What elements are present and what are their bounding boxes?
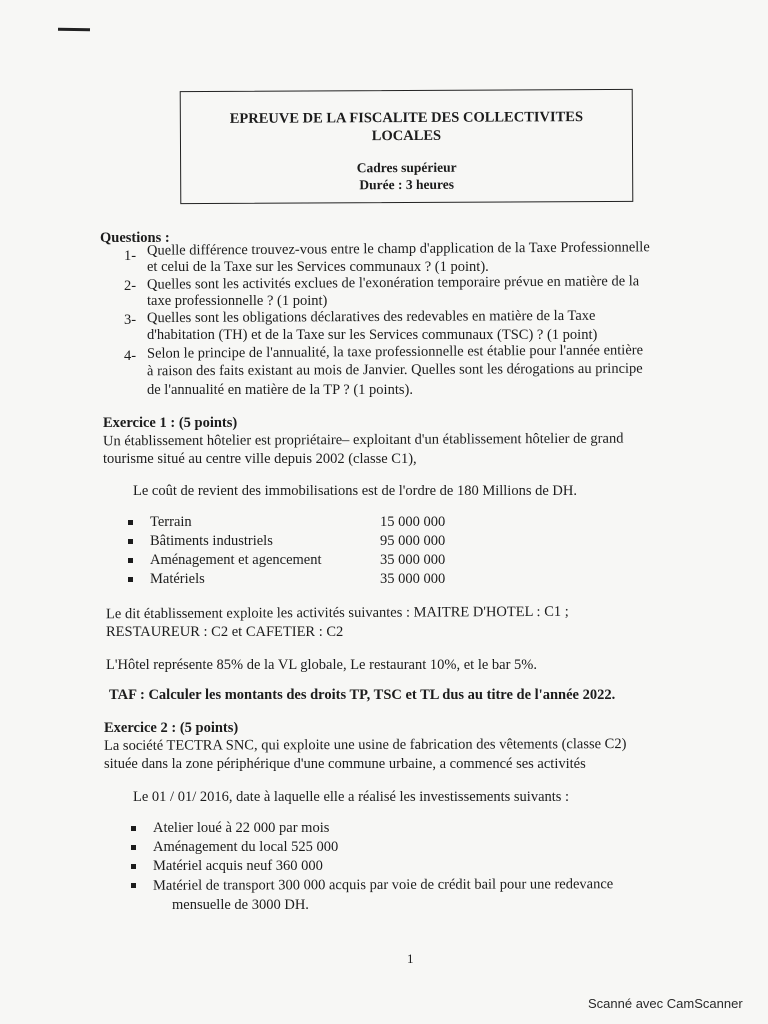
- exercise-2-intro-line-1: La société TECTRA SNC, qui exploite une usine de fabrication des vêtements (classe C2): [103, 736, 627, 754]
- page-number: 1: [407, 951, 414, 966]
- exam-title-line2: LOCALES: [371, 127, 442, 145]
- exercise-1-heading: Exercice 1 : (5 points): [103, 415, 238, 431]
- question-number: 3-: [124, 312, 137, 328]
- scanner-watermark: Scanné avec CamScanner: [588, 996, 743, 1011]
- investment-line: Atelier loué à 22 000 par mois: [153, 820, 330, 836]
- exam-title: [181, 108, 632, 146]
- bullet-icon: [128, 558, 133, 563]
- exercise-1-activities-line-2: RESTAUREUR : C2 et CAFETIER : C2: [106, 624, 344, 640]
- investment-line: Aménagement du local 525 000: [153, 839, 339, 855]
- bullet-icon: [128, 539, 133, 544]
- bullet-icon: [131, 883, 136, 888]
- question-number: 1-: [124, 248, 137, 264]
- question-3-line-1: Quelles sont les obligations déclaratives des redevables en matière de la Taxe: [146, 307, 596, 327]
- asset-label: Bâtiments industriels: [150, 533, 273, 549]
- investment-line: Matériel acquis neuf 360 000: [153, 858, 323, 874]
- exercise-2-heading: Exercice 2 : (5 points): [104, 720, 239, 736]
- exam-duration: Durée : 3 heures: [359, 176, 455, 193]
- investment-line: mensuelle de 3000 DH.: [172, 897, 309, 913]
- asset-label: Aménagement et agencement: [150, 552, 322, 568]
- exercise-1-intro-line-2: tourisme situé au centre ville depuis 2002 (classe C1),: [103, 451, 417, 467]
- question-3-line-2: d'habitation (TH) et de la Taxe sur les Services communaux (TSC) ? (1 point): [147, 327, 598, 343]
- exam-level: Cadres supérieur: [356, 159, 457, 176]
- asset-value: 35 000 000: [380, 571, 446, 587]
- exercise-1-share-line: L'Hôtel représente 85% de la VL globale, Le restaurant 10%, et le bar 5%.: [106, 657, 537, 673]
- asset-label: Terrain: [150, 514, 192, 530]
- exercise-1-cost-line: Le coût de revient des immobilisations est de l'ordre de 180 Millions de DH.: [133, 483, 577, 499]
- asset-value: 35 000 000: [380, 552, 446, 568]
- bullet-icon: [131, 845, 136, 850]
- exercise-1-taf: TAF : Calculer les montants des droits TP, TSC et TL dus au titre de l'année 2022.: [109, 687, 616, 703]
- question-2-line-1: Quelles sont les activités exclues de l'exonération temporaire prévue en matière de la: [146, 273, 640, 293]
- pen-mark: [58, 28, 90, 32]
- exercise-1-activities-line-1: Le dit établissement exploite les activités suivantes : MAITRE D'HOTEL : C1 ;: [105, 603, 569, 623]
- question-number: 2-: [124, 278, 137, 294]
- exam-title-box: [180, 89, 634, 204]
- bullet-icon: [128, 577, 133, 582]
- bullet-icon: [131, 864, 136, 869]
- asset-value: 15 000 000: [380, 514, 446, 530]
- question-4-line-3: de l'annualité en matière de la TP ? (1 points).: [147, 382, 413, 398]
- bullet-icon: [131, 826, 136, 831]
- question-number: 4-: [124, 348, 137, 364]
- bullet-icon: [128, 520, 133, 525]
- question-4-line-2: à raison des faits existant au mois de Janvier. Quelles sont les dérogations au principe: [146, 360, 643, 380]
- asset-label: Matériels: [150, 571, 205, 587]
- question-4-line-1: Selon le principe de l'annualité, la taxe professionnelle est établie pour l'année entière: [146, 342, 644, 362]
- exam-meta: [181, 158, 632, 194]
- exercise-2-intro-line-2: située dans la zone périphérique d'une commune urbaine, a commencé ses activités: [104, 756, 586, 772]
- questions-heading: Questions :: [100, 230, 170, 246]
- investment-line: Matériel de transport 300 000 acquis par voie de crédit bail pour une redevance: [152, 876, 614, 894]
- question-1-line-2: et celui de la Taxe sur les Services communaux ? (1 point).: [147, 259, 489, 275]
- asset-value: 95 000 000: [380, 533, 446, 549]
- exam-title-line1: EPREUVE DE LA FISCALITE DES COLLECTIVITES: [229, 109, 584, 127]
- question-2-line-2: taxe professionnelle ? (1 point): [147, 293, 328, 309]
- exercise-2-date-line: Le 01 / 01/ 2016, date à laquelle elle a réalisé les investissements suivants :: [133, 789, 570, 805]
- exercise-1-intro-line-1: Un établissement hôtelier est propriétaire– exploitant d'un établissement hôtelier de grand: [102, 430, 624, 450]
- question-1-line-1: Quelle différence trouvez-vous entre le champ d'application de la Taxe Professionnelle: [146, 239, 650, 259]
